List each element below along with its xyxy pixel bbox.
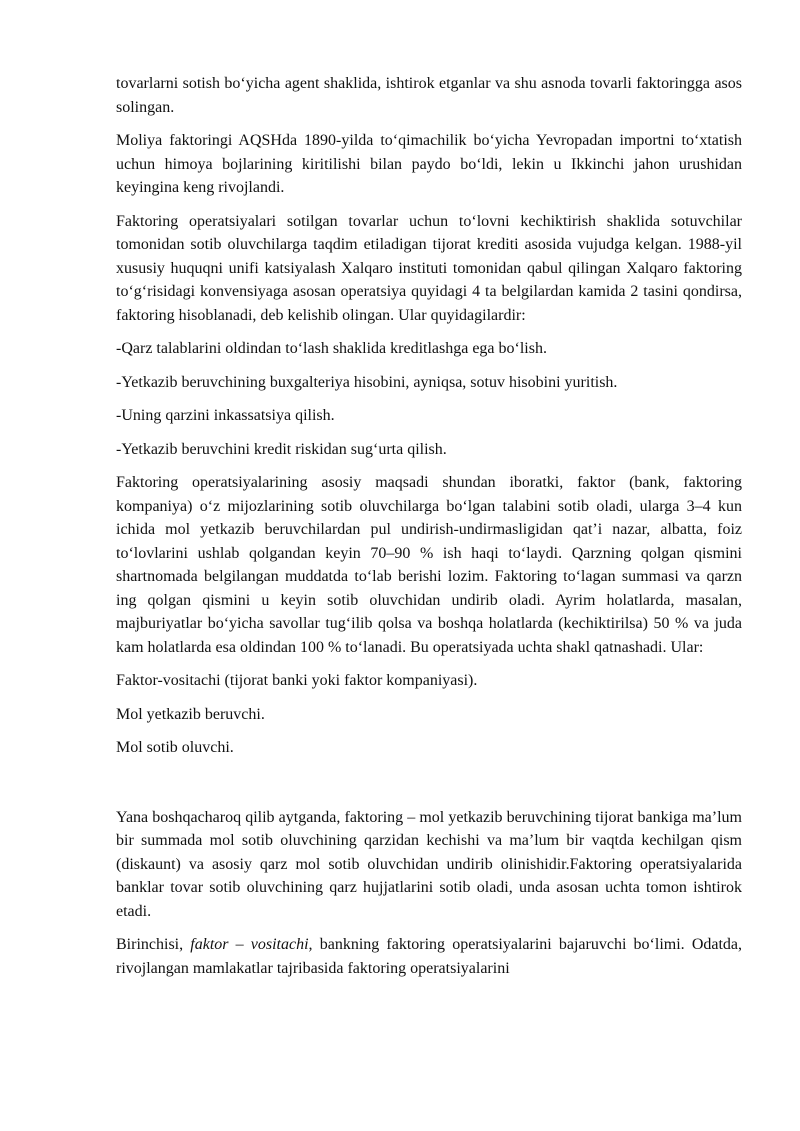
paragraph-finance-factoring-history: Moliya faktoringi AQSHda 1890-yilda to‘qimachilik bo‘yicha Yevropadan importni to‘xtatish uchun himoya bojlarining kiritilishi bilan paydo bo‘ldi, lekin u Ikkinchi jahon urushidan keyingina keng rivojlandi. (116, 132, 742, 196)
list-item-accounting: -Yetkazib beruvchining buxgalteriya hisobini, ayniqsa, sotuv hisobini yuritish. (116, 373, 618, 391)
list-item-collection: -Uning qarzini inkassatsiya qilish. (116, 407, 335, 424)
document-page (116, 72, 742, 990)
first-party-rest: bankning faktoring operatsiyalarini bajaruvchi bo‘limi. Odatda, rivojlangan mamlakatlar tajribasida faktoring operatsiyalarini (116, 936, 743, 977)
paragraph-agent-form: tovarlarni sotish bo‘yicha agent shaklida, ishtirok etganlar va shu asnoda tovarli faktoringga asos solingan. (116, 75, 742, 116)
list-item-buyer: Mol sotib oluvchi. (116, 739, 234, 756)
paragraph-gap (116, 770, 742, 806)
paragraph-definition: Yana boshqacharoq qilib aytganda, faktoring – mol yetkazib beruvchining tijorat bankiga ma’lum bir summada mol sotib oluvchining qarzidan kechishi va ma’lum bir vaqtda kechilgan qism (diskaunt) va asosiy qarz mol sotib oluvchidan undirib olinishidir.Faktoring operatsiyalarida banklar tovar sotib oluvchining qarz hujjatlarini sotib oladi, unda asosan uchta tomon ishtirok etadi. (116, 808, 742, 920)
paragraph-factoring-operations-origin: Faktoring operatsiyalari sotilgan tovarlar uchun to‘lovni kechiktirish shaklida sotuvchilar tomonidan sotib oluvchilarga taqdim etiladigan tijorat krediti asosida vujudga kelgan. 1988-yil xususiy huquqni unifi katsiyalash Xalqaro instituti tomonidan qabul qilingan Xalqaro faktoring to‘g‘risidagi konvensiyaga asosan operatsiya quyidagi 4 ta belgilardan kamida 2 tasini qondirsa, faktoring hisoblanadi, deb kelishib olingan. Ular quyidagilardir: (116, 212, 742, 324)
first-party-emphasis: faktor – vositachi, (190, 936, 313, 953)
first-party-lead: Birinchisi, (116, 936, 191, 953)
paragraph-main-purpose: Faktoring operatsiyalarining asosiy maqsadi shundan iboratki, faktor (bank, faktoring kompaniya) o‘z mijozlarining sotib oluvchilarga bo‘lgan talabini sotib oladi, ularga 3–4 kun ichida mol yetkazib beruvchilardan pul undirish-undirmasligidan qat’i nazar, albatta, foiz to‘lovlarini ushlab qolgandan keyin 70–90 % ish haqi to‘laydi. Qarzning qolgan qismini shartnomada belgilangan muddatda to‘lab berishi lozim. Faktoring to‘lagan summasi va qarzn ing qolgan qismini u keyin sotib oluvchidan undirib oladi. Ayrim holatlarda, masalan, majburiyatlar bo‘yicha savollar tug‘ilib qolsa va boshqa holatlarda (kechiktirilsa) 50 % va juda kam holatlarda esa oldindan 100 % to‘lanadi. Bu operatsiyada uchta shakl qatnashadi. Ular: (116, 474, 742, 656)
list-item-prepayment: -Qarz talablarini oldindan to‘lash shaklida kreditlashga ega bo‘lish. (116, 340, 547, 357)
list-item-factor-intermediary: Faktor-vositachi (tijorat banki yoki faktor kompaniyasi). (116, 672, 478, 689)
paragraph-first-party (116, 933, 742, 980)
list-item-credit-risk-insurance: -Yetkazib beruvchini kredit riskidan sug‘urta qilish. (116, 440, 447, 458)
list-item-supplier: Mol yetkazib beruvchi. (116, 705, 265, 723)
